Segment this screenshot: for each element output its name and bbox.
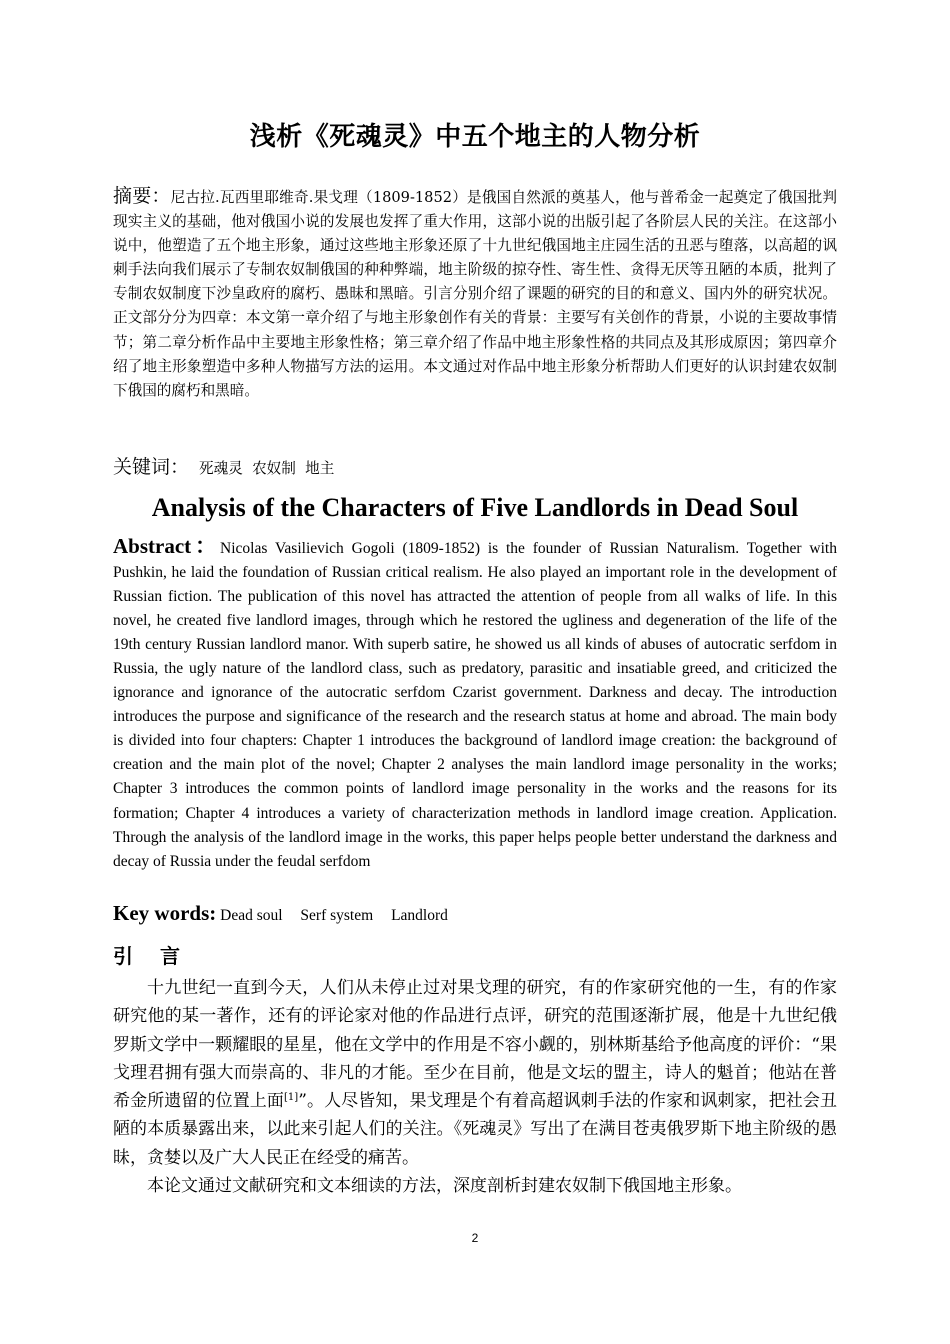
chinese-abstract [113,184,837,403]
english-abstract-text: Nicolas Vasilievich Gogoli (1809-1852) is the founder of Russian Naturalism. Together with Pushkin, he laid the foundation of Russian critical realism. He also played an important role in the development of Russian fiction. The publication of this novel has attracted the attention of people from all walks of life. In this novel, he created five landlord images, through which he restored the ugliness and degeneration of the life of the 19th century Russian landlord manor. With superb satire, he showed us all kinds of abuses of autocratic serfdom in Russia, the ugly nature of the landlord class, such as predatory, parasitic and insatiable greed, and criticized the ignorance and ignorance of the autocratic serfdom Czarist government. Darkness and decay. The introduction introduces the purpose and significance of the research and the research status at home and abroad. The main body is divided into four chapters: Chapter 1 introduces the background of landlord image creation: the background of creation and the main plot of the novel; Chapter 2 analyses the main landlord image personality in the works; Chapter 3 introduces the common points of landlord image personality in the works and the reasons for its formation; Chapter 4 introduces a variety of characterization methods in landlord image creation. Application. Through the analysis of the landlord image in the works, this paper helps people better understand the darkness and decay of Russia under the feudal serfdom [113,540,837,870]
intro-paragraph: 本论文通过文献研究和文本细读的方法，深度剖析封建农奴制下俄国地主形象。 [147,1176,742,1197]
section-heading-introduction: 引 言 [113,944,190,968]
citation-ref: [1] [284,1092,299,1104]
english-keyword: Landlord [391,907,448,924]
chinese-title: 浅析《死魂灵》中五个地主的人物分析 [249,122,701,152]
intro-text: 十九世纪一直到今天，人们从未停止过对果戈理的研究，有的作家研究他的一生，有的作家研究他的某一著作，还有的评论家对他的作品进行点评，研究的范围逐渐扩展，他是十九世纪俄罗斯文学中一颗耀眼的星星，他在文学中的作用是不容小觑的，别林斯基给予他高度的评价：“果戈理君拥有强大而崇高的、非凡的才能。至少在目前，他是文坛的盟主，诗人的魁首；他站在普希金所遗留的位置上面 [113,978,837,1112]
introduction-body [113,974,837,1200]
intro-text: ”。人尽皆知，果戈理是个有着高超讽刺手法的作家和讽刺家，把社会丑陋的本质暴露出来，以此来引起人们的关注。《死魂灵》写出了在满目苍夷俄罗斯下地主阶级的愚昧，贪婪以及广大人民正在经受的痛苦。 [113,1091,837,1168]
english-keyword: Dead soul [220,907,283,924]
chinese-keywords-text: 死魂灵 农奴制 地主 [199,460,335,477]
english-title: Analysis of the Characters of Five Landlords in Dead Soul [151,493,799,522]
english-keywords [113,901,837,926]
english-keyword: Serf system [300,907,374,924]
chinese-abstract-label: 摘要： [113,185,171,207]
english-abstract [113,534,837,874]
chinese-keywords [113,452,837,479]
page-number: 2 [471,1231,479,1245]
chinese-abstract-text: 尼古拉.瓦西里耶维奇.果戈理（1809-1852）是俄国自然派的奠基人，他与普希金一起奠定了俄国批判现实主义的基础，他对俄国小说的发展也发挥了重大作用，这部小说的出版引起了各阶层人民的关注。在这部小说中，他塑造了五个地主形象，通过这些地主形象还原了十九世纪俄国地主庄园生活的丑恶与堕落，以高超的讽刺手法向我们展示了专制农奴制俄国的种种弊端，地主阶级的掠夺性、寄生性、贪得无厌等丑陋的本质，批判了专制农奴制度下沙皇政府的腐朽、愚昧和黑暗。引言分别介绍了课题的研究的目的和意义、国内外的研究状况。正文部分分为四章：本文第一章介绍了与地主形象创作有关的背景：主要写有关创作的背景，小说的主要故事情节；第二章分析作品中主要地主形象性格；第三章介绍了作品中地主形象性格的共同点及其形成原因；第四章介绍了地主形象塑造中多种人物描写方法的运用。本文通过对作品中地主形象分析帮助人们更好的认识封建农奴制下俄国的腐朽和黑暗。 [113,189,837,399]
intro-paragraph [113,974,837,1172]
chinese-keywords-label: 关键词： [113,456,190,478]
english-keywords-label: Key words: [113,901,217,925]
english-abstract-label: Abstract： [113,534,221,558]
